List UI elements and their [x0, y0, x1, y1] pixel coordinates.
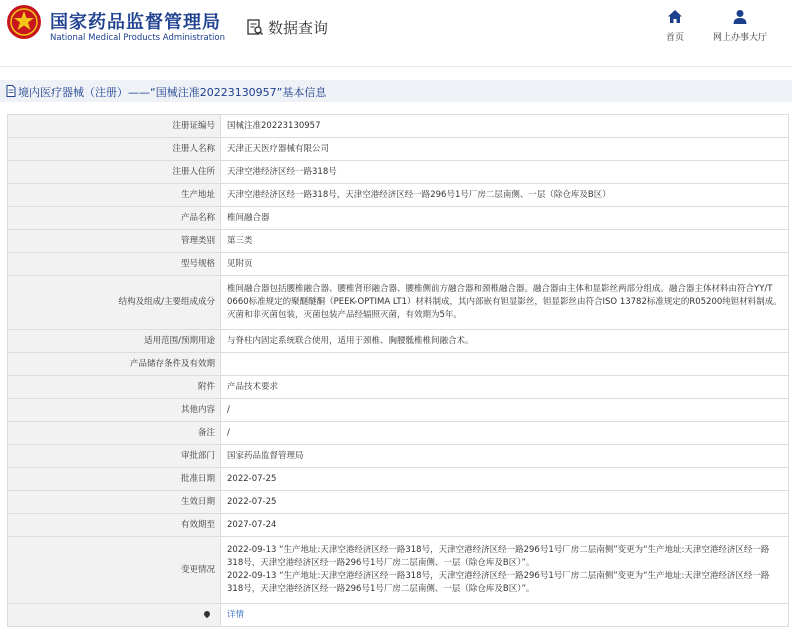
nav-online-hall-label: 网上办事大厅	[712, 33, 767, 43]
row-label: 注册证编号	[8, 115, 221, 138]
table-row	[8, 230, 789, 253]
row-label: 适用范围/预期用途	[8, 330, 221, 353]
table-row	[8, 330, 789, 353]
detail-row-label	[8, 604, 221, 627]
row-label: 生产地址	[8, 184, 221, 207]
row-value: 2022-09-13 “生产地址:天津空港经济区经一路318号，天津空港经济区经一路296号1号厂房二层南侧”变更为“生产地址:天津空港经济区经一路318号，天津空港经济区经一路296号1号厂房二层南侧、一层（除仓库及B区）”。 2022-09-13 “生产地址:天津空港经济区经一路318号，天津空港经济区经一路296号1号厂房二层南侧”变更为“生产地址:天津空港经济区经一路318号，天津空港经济区经一路296号1号厂房二层南侧、一层（除仓库及B区）”。	[221, 537, 789, 604]
table-row	[8, 207, 789, 230]
row-value: 天津正天医疗器械有限公司	[221, 138, 789, 161]
table-row	[8, 514, 789, 537]
row-value: 第三类	[221, 230, 789, 253]
row-label: 产品名称	[8, 207, 221, 230]
table-row	[8, 491, 789, 514]
row-value: /	[221, 422, 789, 445]
row-label: 产品储存条件及有效期	[8, 353, 221, 376]
site-header	[0, 0, 792, 56]
row-label: 型号规格	[8, 253, 221, 276]
brand-title-en: National Medical Products Administration	[50, 33, 225, 43]
row-label: 其他内容	[8, 399, 221, 422]
row-value: 椎间融合器	[221, 207, 789, 230]
home-icon	[666, 8, 684, 26]
table-row	[8, 115, 789, 138]
row-value: 天津空港经济区经一路318号	[221, 161, 789, 184]
row-label: 生效日期	[8, 491, 221, 514]
row-label: 附件	[8, 376, 221, 399]
row-value: 国械注准20223130957	[221, 115, 789, 138]
header-divider	[0, 66, 792, 67]
table-row	[8, 138, 789, 161]
table-row	[8, 276, 789, 330]
table-row	[8, 353, 789, 376]
location-pin-icon	[203, 610, 211, 618]
nav-home-label: 首页	[665, 33, 684, 43]
row-value: 产品技术要求	[221, 376, 789, 399]
detail-link[interactable]: 详情	[227, 609, 245, 620]
row-value: 2022-07-25	[221, 491, 789, 514]
row-label: 备注	[8, 422, 221, 445]
table-row	[8, 376, 789, 399]
table-row	[8, 399, 789, 422]
registration-info-table	[7, 114, 789, 627]
row-value: 国家药品监督管理局	[221, 445, 789, 468]
nav-home[interactable]	[660, 8, 690, 43]
row-value: 2027-07-24	[221, 514, 789, 537]
table-row	[8, 604, 789, 627]
row-label: 有效期至	[8, 514, 221, 537]
detail-cell	[221, 604, 789, 627]
row-value: /	[221, 399, 789, 422]
table-row	[8, 253, 789, 276]
table-row	[8, 537, 789, 604]
row-label: 结构及组成/主要组成成分	[8, 276, 221, 330]
row-value	[221, 353, 789, 376]
row-label: 注册人住所	[8, 161, 221, 184]
table-row	[8, 445, 789, 468]
row-label: 管理类别	[8, 230, 221, 253]
row-label: 注册人名称	[8, 138, 221, 161]
nmpa-logo-icon[interactable]	[6, 4, 42, 40]
table-row	[8, 184, 789, 207]
data-query-title[interactable]: 数据查询	[268, 19, 329, 37]
user-icon	[731, 8, 749, 26]
brand-title-cn: 国家药品监督管理局	[50, 12, 221, 33]
data-query-icon[interactable]	[246, 18, 264, 36]
row-label: 批准日期	[8, 468, 221, 491]
row-value: 2022-07-25	[221, 468, 789, 491]
nav-online-hall[interactable]	[708, 8, 772, 43]
row-value: 见附页	[221, 253, 789, 276]
table-row	[8, 161, 789, 184]
table-row	[8, 468, 789, 491]
breadcrumb	[0, 80, 792, 102]
table-row	[8, 422, 789, 445]
breadcrumb-text: 境内医疗器械（注册）——“国械注准20223130957”基本信息	[18, 86, 327, 99]
row-label: 审批部门	[8, 445, 221, 468]
row-label: 变更情况	[8, 537, 221, 604]
document-icon	[6, 85, 16, 97]
row-value: 椎间融合器包括腰椎融合器、腰椎肾形融合器、腰椎侧前方融合器和颈椎融合器。融合器由主体和显影丝两部分组成。融合器主体材料由符合YY/T 0660标准规定的聚醚醚酮（PEEK-OPTIMA LT1）材料制成，其内部嵌有钽显影丝，钽显影丝由符合ISO 13782标准规定的R05200纯钽材料制成。灭菌和非灭菌包装，灭菌包装产品经辐照灭菌，有效期为5年。	[221, 276, 789, 330]
row-value: 天津空港经济区经一路318号，天津空港经济区经一路296号1号厂房二层南侧、一层（除仓库及B区）	[221, 184, 789, 207]
row-value: 与脊柱内固定系统联合使用，适用于颈椎、胸腰骶椎椎间融合术。	[221, 330, 789, 353]
